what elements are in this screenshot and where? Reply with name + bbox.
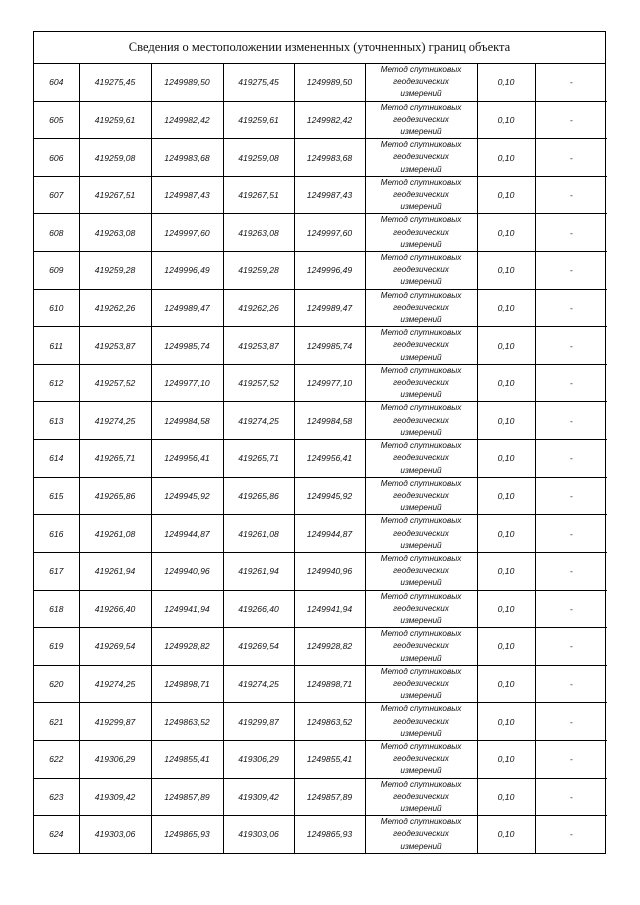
note-cell: - — [535, 703, 607, 741]
existing-x-cell: 419269,54 — [79, 628, 151, 666]
refined-x-cell: 419265,71 — [223, 440, 294, 478]
accuracy-cell: 0,10 — [477, 139, 535, 177]
refined-y-cell: 1249940,96 — [294, 552, 365, 590]
method-line: Метод спутниковых — [380, 215, 462, 225]
existing-y-cell: 1249989,50 — [151, 64, 223, 101]
point-number-cell: 610 — [34, 289, 79, 327]
method-line: геодезических — [393, 190, 449, 200]
table-row — [34, 628, 607, 666]
refined-y-cell: 1249956,41 — [294, 440, 365, 478]
method-line: геодезических — [393, 829, 449, 839]
method-line: Метод спутниковых — [380, 553, 462, 563]
method-line: Метод спутниковых — [380, 741, 462, 751]
existing-x-cell: 419253,87 — [79, 327, 151, 365]
existing-y-cell: 1249940,96 — [151, 552, 223, 590]
note-cell: - — [535, 64, 607, 101]
point-number-cell: 622 — [34, 740, 79, 778]
point-number-cell: 624 — [34, 816, 79, 853]
accuracy-cell: 0,10 — [477, 703, 535, 741]
accuracy-cell: 0,10 — [477, 816, 535, 853]
method-cell — [365, 628, 477, 666]
method-line: Метод спутниковых — [380, 817, 462, 827]
coordinates-sheet — [33, 31, 606, 854]
point-number-cell: 607 — [34, 176, 79, 214]
method-line: измерений — [400, 615, 442, 625]
point-number-cell: 605 — [34, 101, 79, 139]
table-row — [34, 440, 607, 478]
table-body — [34, 64, 607, 853]
accuracy-cell: 0,10 — [477, 665, 535, 703]
note-cell: - — [535, 214, 607, 252]
table-row — [34, 477, 607, 515]
refined-x-cell: 419257,52 — [223, 364, 294, 402]
method-cell — [365, 364, 477, 402]
method-line: геодезических — [393, 603, 449, 613]
existing-x-cell: 419266,40 — [79, 590, 151, 628]
refined-x-cell: 419262,26 — [223, 289, 294, 327]
table-row — [34, 778, 607, 816]
note-cell: - — [535, 252, 607, 290]
accuracy-cell: 0,10 — [477, 402, 535, 440]
note-cell: - — [535, 176, 607, 214]
method-line: Метод спутниковых — [380, 779, 462, 789]
existing-x-cell: 419259,28 — [79, 252, 151, 290]
method-cell — [365, 703, 477, 741]
point-number-cell: 620 — [34, 665, 79, 703]
accuracy-cell: 0,10 — [477, 628, 535, 666]
existing-y-cell: 1249985,74 — [151, 327, 223, 365]
table-row — [34, 289, 607, 327]
method-cell — [365, 402, 477, 440]
method-line: измерений — [400, 127, 442, 137]
refined-y-cell: 1249928,82 — [294, 628, 365, 666]
method-line: Метод спутниковых — [380, 290, 462, 300]
refined-x-cell: 419267,51 — [223, 176, 294, 214]
refined-x-cell: 419309,42 — [223, 778, 294, 816]
refined-y-cell: 1249983,68 — [294, 139, 365, 177]
accuracy-cell: 0,10 — [477, 552, 535, 590]
note-cell: - — [535, 364, 607, 402]
method-line: измерений — [400, 352, 442, 362]
method-line: Метод спутниковых — [380, 441, 462, 451]
existing-y-cell: 1249941,94 — [151, 590, 223, 628]
method-line: Метод спутниковых — [380, 516, 462, 526]
method-line: измерений — [400, 315, 442, 325]
method-line: Метод спутниковых — [380, 102, 462, 112]
method-line: геодезических — [393, 716, 449, 726]
method-line: геодезических — [393, 114, 449, 124]
method-line: Метод спутниковых — [380, 629, 462, 639]
existing-y-cell: 1249863,52 — [151, 703, 223, 741]
existing-x-cell: 419306,29 — [79, 740, 151, 778]
existing-x-cell: 419261,94 — [79, 552, 151, 590]
method-line: измерений — [400, 202, 442, 212]
accuracy-cell: 0,10 — [477, 327, 535, 365]
point-number-cell: 608 — [34, 214, 79, 252]
point-number-cell: 604 — [34, 64, 79, 101]
existing-y-cell: 1249983,68 — [151, 139, 223, 177]
table-row — [34, 252, 607, 290]
refined-x-cell: 419259,61 — [223, 101, 294, 139]
existing-y-cell: 1249984,58 — [151, 402, 223, 440]
point-number-cell: 615 — [34, 477, 79, 515]
existing-y-cell: 1249987,43 — [151, 176, 223, 214]
note-cell: - — [535, 778, 607, 816]
method-line: Метод спутниковых — [380, 177, 462, 187]
existing-y-cell: 1249928,82 — [151, 628, 223, 666]
table-row — [34, 327, 607, 365]
method-line: измерений — [400, 390, 442, 400]
refined-y-cell: 1249997,60 — [294, 214, 365, 252]
accuracy-cell: 0,10 — [477, 778, 535, 816]
existing-y-cell: 1249956,41 — [151, 440, 223, 478]
method-line: измерений — [400, 578, 442, 588]
note-cell: - — [535, 552, 607, 590]
method-line: геодезических — [393, 265, 449, 275]
point-number-cell: 606 — [34, 139, 79, 177]
refined-y-cell: 1249945,92 — [294, 477, 365, 515]
existing-x-cell: 419299,87 — [79, 703, 151, 741]
refined-x-cell: 419275,45 — [223, 64, 294, 101]
method-cell — [365, 176, 477, 214]
refined-x-cell: 419263,08 — [223, 214, 294, 252]
method-line: геодезических — [393, 678, 449, 688]
existing-y-cell: 1249865,93 — [151, 816, 223, 853]
table-row — [34, 665, 607, 703]
method-line: Метод спутниковых — [380, 365, 462, 375]
method-cell — [365, 252, 477, 290]
existing-x-cell: 419261,08 — [79, 515, 151, 553]
method-cell — [365, 289, 477, 327]
method-line: Метод спутниковых — [380, 140, 462, 150]
refined-y-cell: 1249996,49 — [294, 252, 365, 290]
method-cell — [365, 101, 477, 139]
note-cell: - — [535, 740, 607, 778]
method-cell — [365, 778, 477, 816]
existing-y-cell: 1249977,10 — [151, 364, 223, 402]
method-line: измерений — [400, 164, 442, 174]
existing-x-cell: 419274,25 — [79, 665, 151, 703]
accuracy-cell: 0,10 — [477, 214, 535, 252]
method-line: геодезических — [393, 641, 449, 651]
method-line: Метод спутниковых — [380, 704, 462, 714]
accuracy-cell: 0,10 — [477, 740, 535, 778]
point-number-cell: 614 — [34, 440, 79, 478]
method-line: измерений — [400, 803, 442, 813]
method-line: измерений — [400, 728, 442, 738]
existing-x-cell: 419257,52 — [79, 364, 151, 402]
method-cell — [365, 590, 477, 628]
existing-x-cell: 419259,08 — [79, 139, 151, 177]
table-row — [34, 402, 607, 440]
refined-y-cell: 1249989,50 — [294, 64, 365, 101]
accuracy-cell: 0,10 — [477, 176, 535, 214]
note-cell: - — [535, 590, 607, 628]
point-number-cell: 609 — [34, 252, 79, 290]
table-row — [34, 816, 607, 853]
table-row — [34, 703, 607, 741]
note-cell: - — [535, 477, 607, 515]
method-cell — [365, 665, 477, 703]
point-number-cell: 618 — [34, 590, 79, 628]
existing-y-cell: 1249898,71 — [151, 665, 223, 703]
method-line: геодезических — [393, 566, 449, 576]
method-line: измерений — [400, 465, 442, 475]
existing-x-cell: 419265,71 — [79, 440, 151, 478]
existing-x-cell: 419263,08 — [79, 214, 151, 252]
refined-x-cell: 419261,08 — [223, 515, 294, 553]
method-cell — [365, 139, 477, 177]
existing-x-cell: 419275,45 — [79, 64, 151, 101]
point-number-cell: 623 — [34, 778, 79, 816]
existing-y-cell: 1249989,47 — [151, 289, 223, 327]
refined-x-cell: 419259,28 — [223, 252, 294, 290]
refined-x-cell: 419266,40 — [223, 590, 294, 628]
existing-y-cell: 1249944,87 — [151, 515, 223, 553]
method-line: геодезических — [393, 791, 449, 801]
accuracy-cell: 0,10 — [477, 515, 535, 553]
table-row — [34, 552, 607, 590]
refined-x-cell: 419274,25 — [223, 665, 294, 703]
method-line: Метод спутниковых — [380, 328, 462, 338]
method-line: измерений — [400, 89, 442, 99]
table-row — [34, 515, 607, 553]
refined-x-cell: 419261,94 — [223, 552, 294, 590]
point-number-cell: 616 — [34, 515, 79, 553]
note-cell: - — [535, 402, 607, 440]
existing-y-cell: 1249982,42 — [151, 101, 223, 139]
refined-y-cell: 1249984,58 — [294, 402, 365, 440]
table-row — [34, 364, 607, 402]
method-line: Метод спутниковых — [380, 65, 462, 74]
point-number-cell: 621 — [34, 703, 79, 741]
note-cell: - — [535, 628, 607, 666]
method-line: Метод спутниковых — [380, 478, 462, 488]
table-row — [34, 64, 607, 101]
note-cell: - — [535, 101, 607, 139]
point-number-cell: 611 — [34, 327, 79, 365]
method-line: геодезических — [393, 528, 449, 538]
existing-y-cell: 1249997,60 — [151, 214, 223, 252]
refined-x-cell: 419303,06 — [223, 816, 294, 853]
method-line: измерений — [400, 691, 442, 701]
existing-x-cell: 419267,51 — [79, 176, 151, 214]
method-cell — [365, 816, 477, 853]
point-number-cell: 612 — [34, 364, 79, 402]
method-cell — [365, 552, 477, 590]
accuracy-cell: 0,10 — [477, 440, 535, 478]
existing-x-cell: 419265,86 — [79, 477, 151, 515]
accuracy-cell: 0,10 — [477, 252, 535, 290]
refined-y-cell: 1249944,87 — [294, 515, 365, 553]
refined-y-cell: 1249989,47 — [294, 289, 365, 327]
existing-y-cell: 1249857,89 — [151, 778, 223, 816]
accuracy-cell: 0,10 — [477, 64, 535, 101]
refined-y-cell: 1249985,74 — [294, 327, 365, 365]
note-cell: - — [535, 515, 607, 553]
refined-y-cell: 1249977,10 — [294, 364, 365, 402]
existing-x-cell: 419274,25 — [79, 402, 151, 440]
table-row — [34, 590, 607, 628]
table-row — [34, 101, 607, 139]
method-cell — [365, 64, 477, 101]
note-cell: - — [535, 665, 607, 703]
point-number-cell: 613 — [34, 402, 79, 440]
refined-y-cell: 1249857,89 — [294, 778, 365, 816]
note-cell: - — [535, 327, 607, 365]
method-line: геодезических — [393, 340, 449, 350]
method-cell — [365, 440, 477, 478]
method-line: измерений — [400, 239, 442, 249]
existing-x-cell: 419262,26 — [79, 289, 151, 327]
method-line: геодезических — [393, 754, 449, 764]
refined-y-cell: 1249941,94 — [294, 590, 365, 628]
method-line: измерений — [400, 841, 442, 851]
point-number-cell: 617 — [34, 552, 79, 590]
note-cell: - — [569, 829, 573, 840]
refined-x-cell: 419299,87 — [223, 703, 294, 741]
existing-y-cell: 1249855,41 — [151, 740, 223, 778]
table-row — [34, 176, 607, 214]
refined-y-cell: 1249865,93 — [294, 816, 365, 853]
method-line: Метод спутниковых — [380, 666, 462, 676]
coordinates-table — [34, 64, 607, 853]
method-line: измерений — [400, 277, 442, 287]
method-cell — [365, 515, 477, 553]
accuracy-cell: 0,10 — [477, 590, 535, 628]
table-row — [34, 139, 607, 177]
existing-y-cell: 1249996,49 — [151, 252, 223, 290]
method-cell — [365, 477, 477, 515]
method-line: измерений — [400, 503, 442, 513]
refined-y-cell: 1249982,42 — [294, 101, 365, 139]
method-line: геодезических — [393, 490, 449, 500]
refined-y-cell: 1249987,43 — [294, 176, 365, 214]
table-row — [34, 740, 607, 778]
method-line: измерений — [400, 540, 442, 550]
method-cell — [365, 740, 477, 778]
accuracy-cell: 0,10 — [477, 364, 535, 402]
method-line: геодезических — [393, 152, 449, 162]
accuracy-cell: 0,10 — [477, 289, 535, 327]
method-cell — [365, 214, 477, 252]
note-cell: - — [535, 139, 607, 177]
method-line: измерений — [400, 766, 442, 776]
method-line: измерений — [400, 427, 442, 437]
refined-x-cell: 419253,87 — [223, 327, 294, 365]
method-line: геодезических — [393, 302, 449, 312]
refined-x-cell: 419269,54 — [223, 628, 294, 666]
refined-x-cell: 419306,29 — [223, 740, 294, 778]
refined-y-cell: 1249855,41 — [294, 740, 365, 778]
existing-x-cell: 419303,06 — [79, 816, 151, 853]
table-title: Сведения о местоположении измененных (уточненных) границ объекта — [34, 32, 605, 64]
method-line: измерений — [400, 653, 442, 663]
accuracy-cell: 0,10 — [477, 101, 535, 139]
note-cell: - — [535, 289, 607, 327]
method-line: Метод спутниковых — [380, 591, 462, 601]
method-line: геодезических — [393, 227, 449, 237]
refined-x-cell: 419259,08 — [223, 139, 294, 177]
method-cell — [365, 327, 477, 365]
refined-y-cell: 1249898,71 — [294, 665, 365, 703]
note-cell: - — [535, 440, 607, 478]
existing-y-cell: 1249945,92 — [151, 477, 223, 515]
existing-x-cell: 419309,42 — [79, 778, 151, 816]
refined-x-cell: 419274,25 — [223, 402, 294, 440]
table-row — [34, 214, 607, 252]
refined-y-cell: 1249863,52 — [294, 703, 365, 741]
existing-x-cell: 419259,61 — [79, 101, 151, 139]
method-line: геодезических — [393, 77, 449, 87]
method-line: геодезических — [393, 453, 449, 463]
method-line: Метод спутниковых — [380, 253, 462, 263]
method-line: геодезических — [393, 415, 449, 425]
refined-x-cell: 419265,86 — [223, 477, 294, 515]
method-line: геодезических — [393, 378, 449, 388]
point-number-cell: 619 — [34, 628, 79, 666]
accuracy-cell: 0,10 — [477, 477, 535, 515]
method-line: Метод спутниковых — [380, 403, 462, 413]
